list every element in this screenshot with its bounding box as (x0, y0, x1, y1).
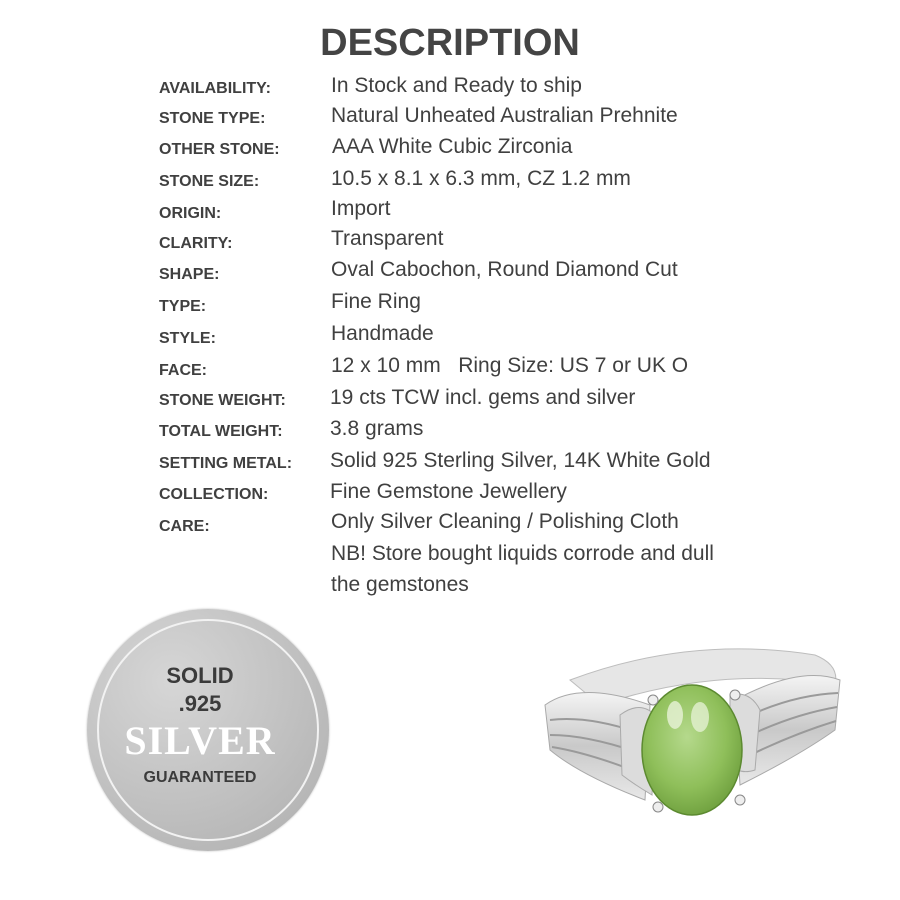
spec-label: STONE SIZE: (159, 173, 260, 190)
spec-value: Fine Ring (331, 290, 421, 313)
spec-value: Import (331, 197, 391, 220)
spec-value: Only Silver Cleaning / Polishing Cloth (331, 510, 679, 533)
spec-row-shape (159, 258, 859, 288)
spec-row-style (159, 322, 859, 352)
spec-value: 10.5 x 8.1 x 6.3 mm, CZ 1.2 mm (331, 167, 631, 190)
care-note: the gemstones (331, 573, 469, 596)
spec-row-setting-metal (159, 449, 859, 479)
spec-row-availability (159, 74, 859, 104)
spec-label: CARE: (159, 518, 210, 535)
care-note: NB! Store bought liquids corrode and dull (331, 542, 714, 565)
product-image-ring (540, 635, 845, 850)
care-note-line-1 (159, 542, 859, 572)
spec-value: Fine Gemstone Jewellery (330, 480, 567, 503)
spec-value: 3.8 grams (330, 417, 424, 440)
spec-row-total-weight (159, 417, 859, 447)
spec-value: In Stock and Ready to ship (331, 74, 582, 97)
spec-row-origin (159, 197, 859, 227)
spec-label: SETTING METAL: (159, 455, 293, 472)
spec-row-clarity (159, 227, 859, 257)
spec-value: 12 x 10 mm Ring Size: US 7 or UK O (331, 354, 689, 377)
spec-row-stone-type (159, 104, 859, 134)
spec-value: AAA White Cubic Zirconia (332, 135, 573, 158)
spec-value: Transparent (331, 227, 444, 250)
spec-value: Oval Cabochon, Round Diamond Cut (331, 258, 678, 281)
spec-label: STYLE: (159, 330, 216, 347)
spec-row-face (159, 354, 859, 384)
spec-label: STONE WEIGHT: (159, 392, 286, 409)
spec-label: ORIGIN: (159, 205, 222, 222)
spec-label: SHAPE: (159, 266, 220, 283)
spec-value: 19 cts TCW incl. gems and silver (330, 386, 636, 409)
spec-label: FACE: (159, 362, 207, 379)
spec-label: OTHER STONE: (159, 141, 280, 158)
spec-label: STONE TYPE: (159, 110, 266, 127)
badge-line-925: .925 (178, 691, 222, 716)
spec-label: TYPE: (159, 298, 207, 315)
spec-label: AVAILABILITY: (159, 80, 271, 97)
spec-label: CLARITY: (159, 235, 233, 252)
care-note-line-2 (159, 573, 859, 603)
spec-label: COLLECTION: (159, 486, 269, 503)
badge-line-solid: SOLID (166, 663, 234, 688)
page-title: DESCRIPTION (320, 22, 580, 64)
ring-illustration-icon (540, 635, 845, 850)
badge-line-silver: SILVER (124, 718, 276, 763)
spec-value: Solid 925 Sterling Silver, 14K White Gold (330, 449, 711, 472)
spec-row-stone-size (159, 167, 859, 197)
spec-row-care (159, 510, 859, 540)
spec-value: Handmade (331, 322, 434, 345)
silver-guarantee-badge (87, 609, 329, 851)
spec-value: Natural Unheated Australian Prehnite (331, 104, 678, 127)
spec-row-other-stone (159, 135, 859, 165)
spec-row-type (159, 290, 859, 320)
spec-row-stone-weight (159, 386, 859, 416)
spec-row-collection (159, 480, 859, 510)
badge-line-guaranteed: GUARANTEED (143, 769, 257, 786)
spec-label: TOTAL WEIGHT: (159, 423, 283, 440)
